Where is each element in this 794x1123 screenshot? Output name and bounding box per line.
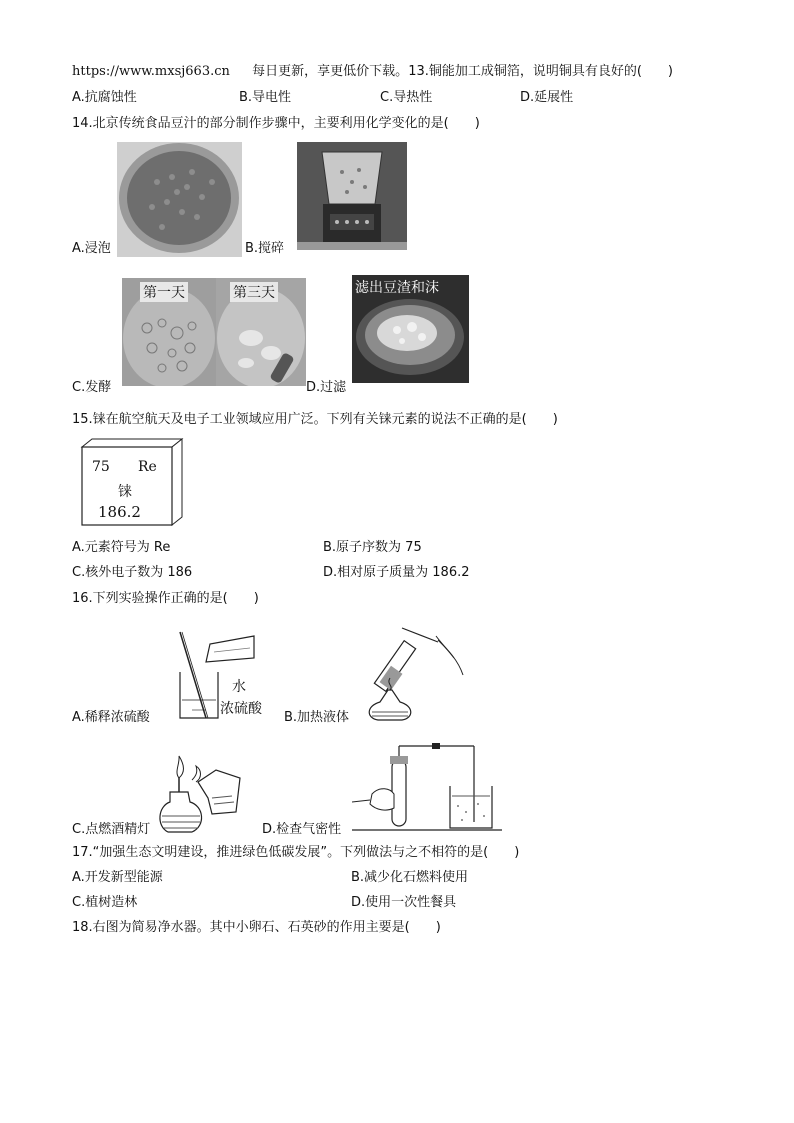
blender-photo xyxy=(297,142,407,250)
element-symbol: Re xyxy=(138,459,157,475)
q15-option-a: A.元素符号为 Re xyxy=(72,540,171,555)
q14-option-b: B.搅碎 xyxy=(245,241,285,256)
q14-option-d: D.过滤 xyxy=(306,380,347,395)
soaking-beans-photo xyxy=(117,142,242,257)
question-15-stem: 15.铼在航空航天及电子工业领域应用广泛。下列有关铼元素的说法不正确的是( ) xyxy=(72,412,558,427)
rhenium-element-cell xyxy=(80,437,185,527)
day3-label: 第三天 xyxy=(230,282,278,302)
atomic-number: 75 xyxy=(92,459,110,475)
q16-option-d: D.检查气密性 xyxy=(262,822,342,837)
airtight-check-diagram xyxy=(352,742,502,834)
element-name: 铼 xyxy=(118,484,132,500)
q17-option-a: A.开发新型能源 xyxy=(72,870,163,885)
site-url: https://www.mxsj663.cn xyxy=(72,64,230,79)
day1-label: 第一天 xyxy=(140,282,188,302)
q17-option-b: B.减少化石燃料使用 xyxy=(351,870,469,885)
q16-option-b: B.加热液体 xyxy=(284,710,350,725)
q14-option-a: A.浸泡 xyxy=(72,241,111,256)
filter-label: 滤出豆渣和沫 xyxy=(355,280,439,296)
q15-option-b: B.原子序数为 75 xyxy=(323,540,422,555)
heat-liquid-diagram xyxy=(358,620,468,725)
fermentation-day3-photo xyxy=(216,278,306,386)
question-17-stem: 17.“加强生态文明建设，推进绿色低碳发展”。下列做法与之不相符的是( ) xyxy=(72,845,520,860)
q13-option-a: A.抗腐蚀性 xyxy=(72,90,137,105)
atomic-mass: 186.2 xyxy=(98,503,141,521)
q15-option-c: C.核外电子数为 186 xyxy=(72,565,193,580)
q13-option-b: B.导电性 xyxy=(239,90,292,105)
update-notice: 每日更新，享更低价下载。 xyxy=(252,64,409,79)
q16-option-c: C.点燃酒精灯 xyxy=(72,822,151,837)
question-18-stem: 18.右图为简易净水器。其中小卵石、石英砂的作用主要是( ) xyxy=(72,920,441,935)
header-line xyxy=(72,64,673,80)
q13-option-d: D.延展性 xyxy=(520,90,574,105)
water-label: 水 xyxy=(232,679,246,695)
acid-label: 浓硫酸 xyxy=(220,701,262,717)
fermentation-day1-photo xyxy=(122,278,216,386)
q17-option-c: C.植树造林 xyxy=(72,895,138,910)
question-13-stem: 13.铜能加工成铜箔，说明铜具有良好的( ) xyxy=(408,64,674,79)
q14-option-c: C.发酵 xyxy=(72,380,112,395)
filtering-photo xyxy=(352,275,469,383)
q17-option-d: D.使用一次性餐具 xyxy=(351,895,457,910)
question-14-stem: 14.北京传统食品豆汁的部分制作步骤中，主要利用化学变化的是( ) xyxy=(72,116,480,131)
q13-option-c: C.导热性 xyxy=(380,90,433,105)
q15-option-d: D.相对原子质量为 186.2 xyxy=(323,565,470,580)
light-lamp-diagram xyxy=(158,752,248,837)
dilute-acid-diagram xyxy=(170,630,275,725)
q16-option-a: A.稀释浓硫酸 xyxy=(72,710,150,725)
question-16-stem: 16.下列实验操作正确的是( ) xyxy=(72,591,259,606)
